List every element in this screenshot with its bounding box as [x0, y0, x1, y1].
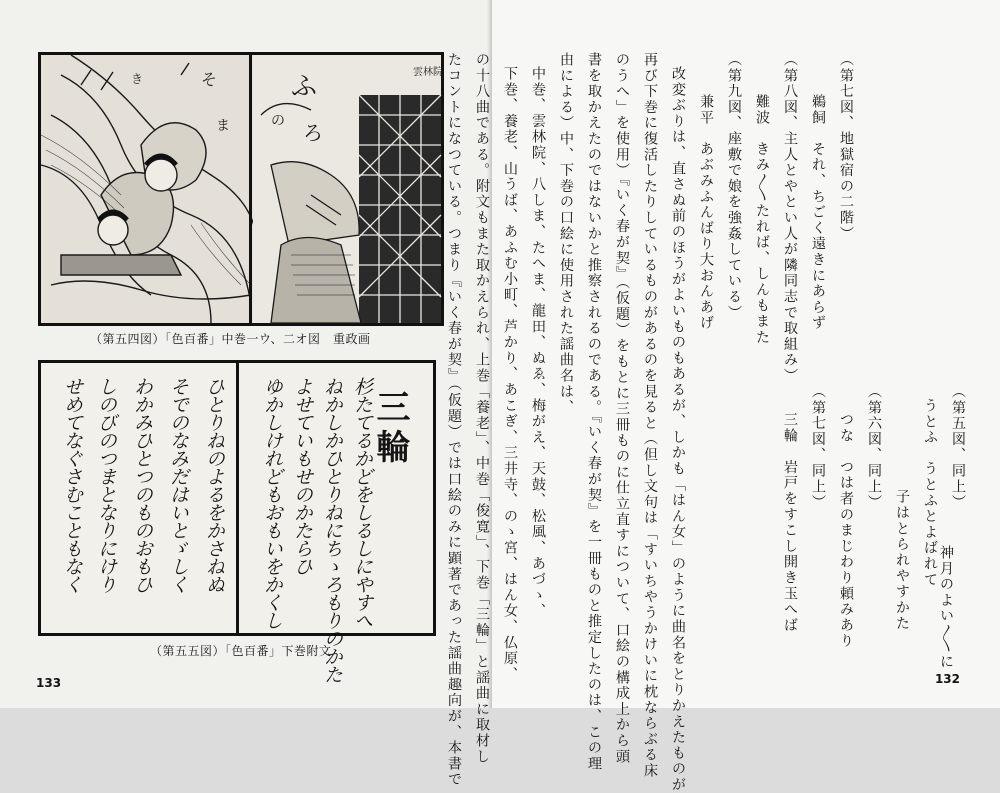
text-column: 由による）中、下巻の口絵に使用された謡曲名は、: [558, 52, 574, 416]
svg-text:ふ: ふ: [291, 72, 318, 102]
svg-text:ま: ま: [216, 118, 230, 134]
brush-column: ねかしかひとりねにちゝろもりのかた: [321, 377, 343, 683]
plate-55-title: 三輪: [370, 389, 410, 469]
brush-column: よせていもせのかたらひ: [291, 377, 313, 575]
svg-text:ろ: ろ: [303, 121, 323, 145]
plate-55-caption: （第五五図）「色百番」下巻附文: [150, 644, 332, 658]
text-column: （第七図、地獄宿の二階）: [838, 52, 854, 242]
erotic-scene-drawing: [41, 55, 441, 323]
plate-54-caption: （第五四図）「色百番」中巻一ウ、二オ図 重政画: [90, 332, 371, 346]
text-column: 鵜飼 それ、ちごく遠きにあらず: [810, 94, 826, 331]
text-column: 中巻、雲林院、八しま、たへま、龍田、ぬゑ、梅がえ、天鼓、松風、あづゝ、: [530, 66, 546, 619]
text-column: 兼平 あぶみふんばり大おんあげ: [698, 94, 714, 331]
text-column: たコントになつている。つまり『いく春が契』（仮題）では口絵のみに顕著であった謡曲趣向が、本書で: [446, 52, 462, 788]
brush-column: わかみひとつのものおもひ: [131, 377, 153, 593]
text-column: つな つは者のまじわり頼みあり: [838, 412, 854, 649]
text-column: 子はとられやすかた: [894, 426, 910, 632]
brush-column: 杉たてるかどをしるしにやすへ: [351, 377, 373, 629]
plate-54-illustration: [38, 52, 444, 326]
right-page: [446, 0, 1000, 793]
text-column: （第五図、同上）: [950, 384, 966, 511]
plate-54-panel-divider: [249, 55, 252, 323]
text-column: 難波 きみ〳〵たれば、しんもまた: [754, 94, 770, 346]
brush-column: しのびのつまとなりにけり: [95, 377, 117, 593]
text-column: の十八曲である。附文もまた取かえられ、上巻「養老」、中巻「俊寛」、下巻「三輪」と謡曲に取材し: [474, 52, 490, 765]
plate-55-panel-divider: [236, 363, 239, 633]
text-column: 下巻、養老、山うば、あふむ小町、芦かり、あこぎ、三井寺、のゝ宮、はん女、仏原、: [502, 66, 518, 683]
svg-text:そ: そ: [201, 70, 218, 89]
text-column: 改変ぶりは、直さぬ前のほうがよいものもあるが、しかも「はん女」のように曲名をとりかえたものが: [670, 66, 686, 793]
brush-column: ゆかしけれどもおもいをかくし: [261, 377, 283, 629]
svg-text:き: き: [131, 72, 144, 86]
page-number-left: 133: [36, 676, 62, 690]
brush-column: そでのなみだはいとゞしく: [167, 377, 189, 593]
left-page: [0, 0, 492, 788]
text-column: （第八図、主人とやとい人が隣同志で取組み）: [782, 52, 798, 384]
brush-column: ひとりねのよるをかさねぬ: [203, 377, 225, 593]
svg-text:雲林院: 雲林院: [413, 67, 443, 78]
text-column: のうへ」を使用）『いく春が契』（仮題）をもとに三冊ものに仕立直すについて、口絵の構成上から頭: [614, 52, 630, 765]
top-right-column: 神月のよい〳〵に: [938, 545, 954, 670]
text-column: うとふ うとふとよばれて: [922, 398, 938, 588]
text-column: 三輪 岩戸をすこし開き玉へば: [782, 412, 798, 634]
text-column: 再び下巻に復活したりしているものがあるのを見ると（但し文句は「すいちやうかけいに枕ならぶる床: [642, 52, 658, 779]
brush-column: せめてなぐさむこともなく: [61, 377, 83, 593]
text-column: （第九図、座敷で娘を強姦している）: [726, 52, 742, 321]
svg-text:の: の: [271, 113, 285, 129]
page-number-right: 132: [934, 672, 960, 686]
text-column: （第六図、同上）: [866, 384, 882, 511]
text-column: （第七図、同上）: [810, 384, 826, 511]
text-column: 書を取かえたのではないかと推察されるのである。『いく春が契』を一冊ものと推定したのは、この理: [586, 52, 602, 772]
